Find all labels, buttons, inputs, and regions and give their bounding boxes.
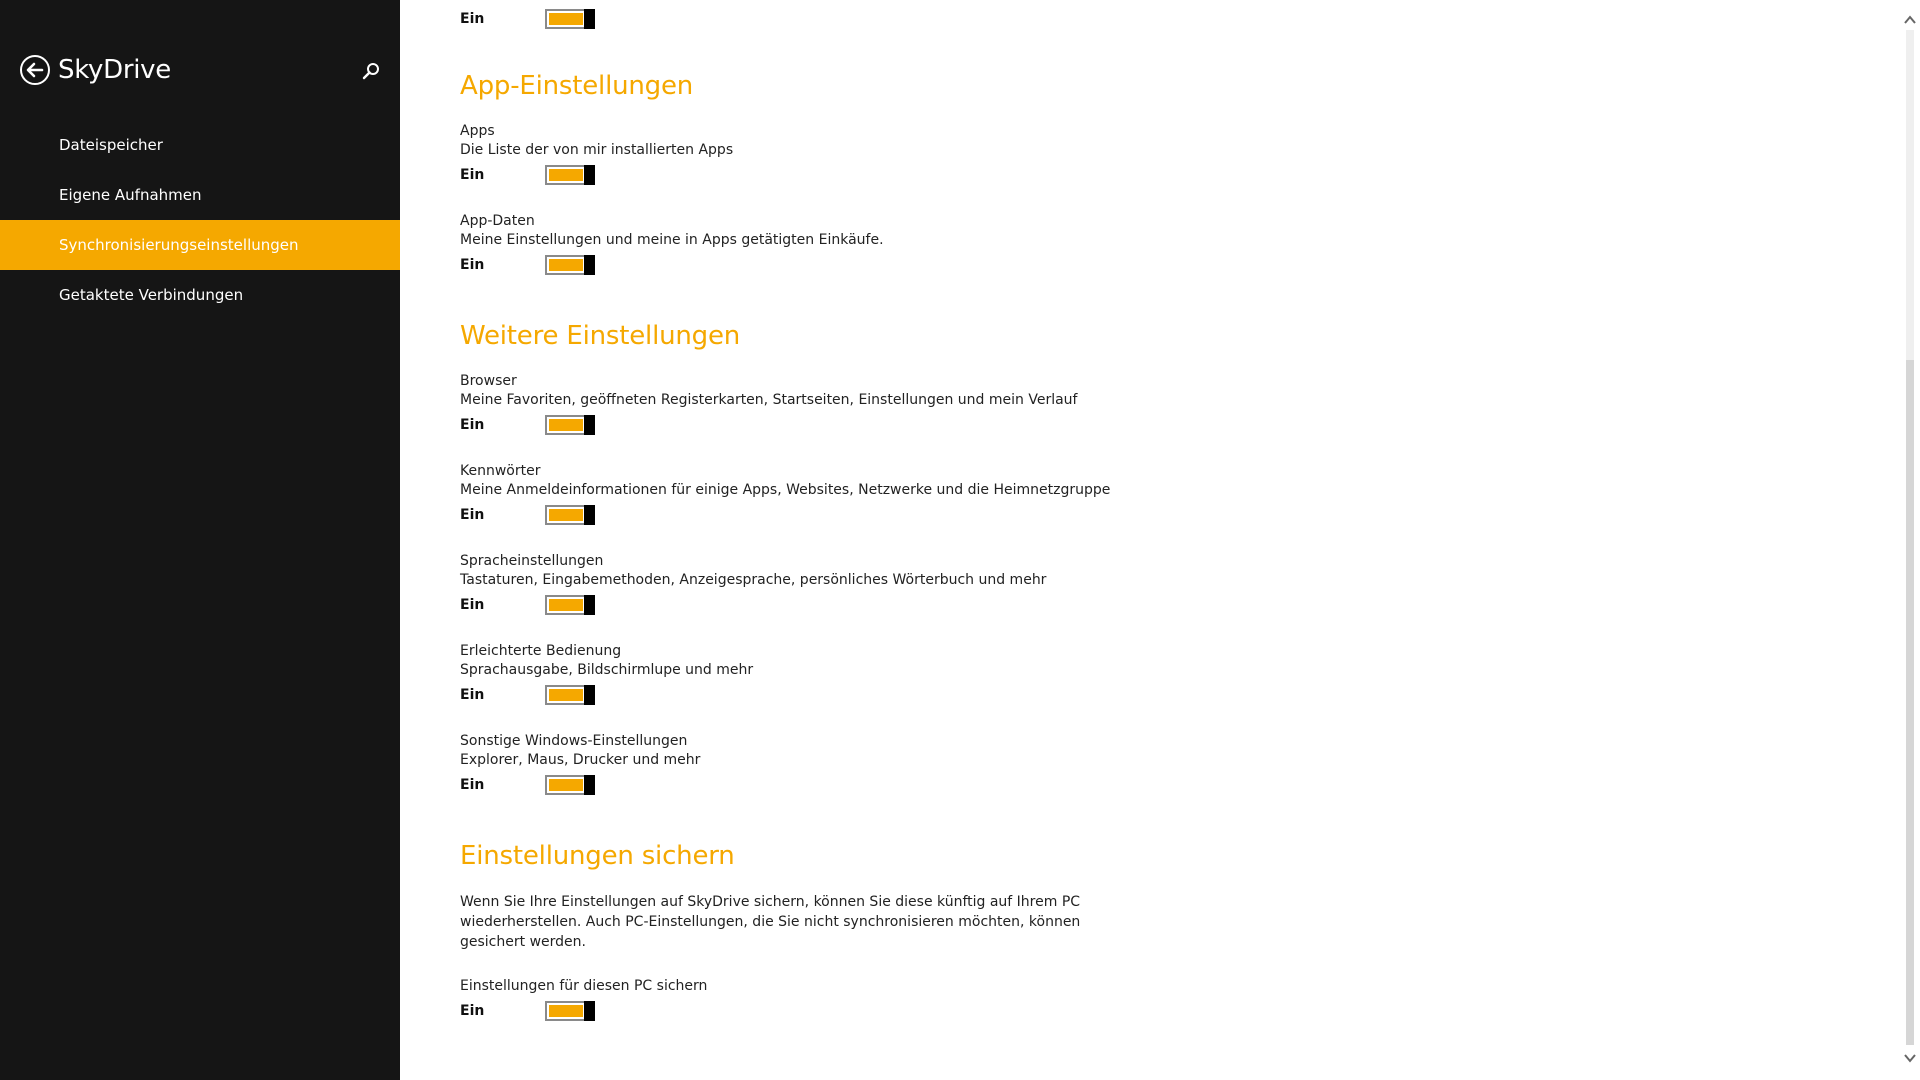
- sidebar-item-synchronisierungseinstellungen[interactable]: Synchronisierungseinstellungen: [0, 220, 400, 270]
- setting-title: Spracheinstellungen: [460, 553, 604, 569]
- setting-description: Die Liste der von mir installierten Apps: [460, 142, 734, 158]
- backup-description-line: wiederherstellen. Auch PC-Einstellungen, die Sie nicht synchronisieren möchten, können: [460, 914, 1081, 930]
- setting-apps: [460, 122, 733, 187]
- toggle-fill: [549, 779, 583, 791]
- toggle-fill: [549, 599, 583, 611]
- toggle-thumb[interactable]: [584, 685, 595, 705]
- setting-passwords: [460, 462, 1110, 527]
- app-data-toggle-switch[interactable]: [545, 255, 595, 275]
- sidebar-item-getaktete-verbindungen[interactable]: Getaktete Verbindungen: [59, 286, 244, 304]
- chevron-up-icon: [1900, 10, 1920, 30]
- setting-title: Apps: [460, 123, 495, 139]
- passwords-toggle-switch[interactable]: [545, 505, 595, 525]
- toggle-row: [460, 253, 884, 277]
- backup-description-line: Wenn Sie Ihre Einstellungen auf SkyDrive sichern, können Sie diese künftig auf Ihrem PC: [460, 894, 1081, 910]
- back-button[interactable]: [19, 54, 51, 86]
- scroll-up-button[interactable]: [1900, 10, 1920, 30]
- toggle-row: [460, 773, 700, 797]
- scroll-down-button[interactable]: [1900, 1048, 1920, 1068]
- toggle-thumb[interactable]: [584, 775, 595, 795]
- section-heading-backup: Einstellungen sichern: [460, 841, 735, 871]
- setting-app-data: [460, 212, 884, 277]
- scroll-track[interactable]: [1906, 30, 1914, 1045]
- settings-content: [400, 0, 1900, 1080]
- language-toggle-switch[interactable]: [545, 595, 595, 615]
- backup-description: [460, 892, 1081, 952]
- apps-toggle-switch[interactable]: [545, 165, 595, 185]
- setting-title: Einstellungen für diesen PC sichern: [460, 978, 708, 994]
- setting-other-windows: [460, 732, 700, 797]
- toggle-fill: [549, 509, 583, 521]
- toggle-thumb[interactable]: [584, 415, 595, 435]
- setting-backup-pc: [460, 977, 707, 1023]
- sidebar: [0, 0, 400, 1080]
- setting-language: [460, 552, 1046, 617]
- top-toggle-row: [460, 7, 760, 31]
- toggle-fill: [549, 169, 583, 181]
- setting-description: Sprachausgabe, Bildschirmlupe und mehr: [460, 662, 754, 678]
- scroll-thumb[interactable]: [1906, 360, 1914, 1045]
- search-icon: [360, 60, 382, 82]
- toggle-thumb[interactable]: [584, 255, 595, 275]
- chevron-down-icon: [1900, 1048, 1920, 1068]
- backup-description-line: gesichert werden.: [460, 934, 586, 950]
- app-title: SkyDrive: [58, 55, 171, 85]
- sidebar-header: [0, 50, 400, 92]
- toggle-fill: [549, 689, 583, 701]
- toggle-thumb[interactable]: [584, 9, 595, 29]
- setting-description: Meine Anmeldeinformationen für einige Apps, Websites, Netzwerke und die Heimnetzgruppe: [460, 482, 1111, 498]
- setting-description: Tastaturen, Eingabemethoden, Anzeigesprache, persönliches Wörterbuch und mehr: [460, 572, 1047, 588]
- setting-description: Explorer, Maus, Drucker und mehr: [460, 752, 701, 768]
- setting-browser: [460, 372, 1077, 437]
- toggle-state-label: Ein: [460, 167, 485, 183]
- sidebar-item-eigene-aufnahmen[interactable]: Eigene Aufnahmen: [59, 186, 202, 204]
- toggle-state-label: Ein: [460, 1003, 485, 1019]
- toggle-row: [460, 413, 1077, 437]
- toggle-fill: [549, 13, 583, 25]
- setting-description: Meine Favoriten, geöffneten Registerkarten, Startseiten, Einstellungen und mein Verlauf: [460, 392, 1078, 408]
- toggle-thumb[interactable]: [584, 505, 595, 525]
- section-heading-more-settings: Weitere Einstellungen: [460, 321, 741, 351]
- setting-title: Sonstige Windows-Einstellungen: [460, 733, 688, 749]
- setting-title: Kennwörter: [460, 463, 541, 479]
- setting-title: Erleichterte Bedienung: [460, 643, 622, 659]
- toggle-row: [460, 999, 707, 1023]
- section-heading-app-settings: App-Einstellungen: [460, 71, 694, 101]
- toggle-state-label: Ein: [460, 597, 485, 613]
- toggle-row: [460, 163, 733, 187]
- toggle-row: [460, 503, 1110, 527]
- vertical-scrollbar[interactable]: [1900, 0, 1920, 1080]
- toggle-state-label: Ein: [460, 417, 485, 433]
- toggle-state-label: Ein: [460, 777, 485, 793]
- top-toggle-switch[interactable]: [545, 9, 595, 29]
- sidebar-item-dateispeicher[interactable]: Dateispeicher: [59, 136, 163, 154]
- sidebar-nav: [0, 120, 400, 320]
- toggle-thumb[interactable]: [584, 595, 595, 615]
- setting-title: App-Daten: [460, 213, 535, 229]
- toggle-fill: [549, 1005, 583, 1017]
- browser-toggle-switch[interactable]: [545, 415, 595, 435]
- search-button[interactable]: [360, 60, 382, 82]
- toggle-state-label: Ein: [460, 257, 485, 273]
- setting-accessibility: [460, 642, 753, 707]
- toggle-fill: [549, 419, 583, 431]
- other-windows-toggle-switch[interactable]: [545, 775, 595, 795]
- toggle-row: [460, 683, 753, 707]
- toggle-thumb[interactable]: [584, 165, 595, 185]
- toggle-row: [460, 593, 1046, 617]
- setting-title: Browser: [460, 373, 517, 389]
- toggle-state-label: Ein: [460, 507, 485, 523]
- toggle-thumb[interactable]: [584, 1001, 595, 1021]
- toggle-state-label: Ein: [460, 687, 485, 703]
- toggle-state-label: Ein: [460, 11, 485, 27]
- setting-description: Meine Einstellungen und meine in Apps getätigten Einkäufe.: [460, 232, 884, 248]
- backup-pc-toggle-switch[interactable]: [545, 1001, 595, 1021]
- toggle-fill: [549, 259, 583, 271]
- back-arrow-circle-icon: [19, 54, 51, 86]
- accessibility-toggle-switch[interactable]: [545, 685, 595, 705]
